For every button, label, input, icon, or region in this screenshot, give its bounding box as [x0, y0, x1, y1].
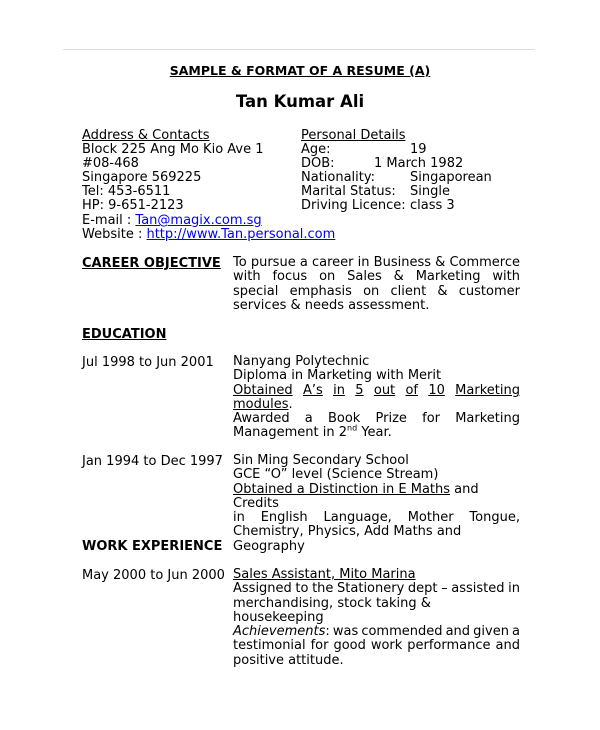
- top-divider: [63, 49, 535, 50]
- institution-name: Sin Ming Secondary School: [233, 453, 409, 468]
- institution-name: Nanyang Polytechnic: [233, 354, 370, 369]
- licence-label: Driving Licence:: [301, 198, 406, 213]
- marital-label: Marital Status:: [301, 184, 396, 199]
- contacts-heading: Address & Contacts: [82, 128, 210, 143]
- email-label: E-mail :: [82, 213, 136, 228]
- address-line-2: #08-468: [82, 156, 139, 171]
- education-entry-1: [233, 355, 520, 441]
- education-heading: EDUCATION: [82, 327, 167, 342]
- subjects-line: in English Language, Mother Tongue,: [233, 510, 520, 526]
- nationality-value: Singaporean: [410, 170, 492, 185]
- subjects-line-end: Chemistry, Physics, Add Maths and Geography: [233, 524, 462, 554]
- highlight-line-end: modules.: [233, 396, 293, 412]
- qualification: Diploma in Marketing with Merit: [233, 368, 442, 384]
- job-role: Sales Assistant, Mito Marina: [233, 567, 416, 582]
- work-entry-1: [233, 568, 520, 625]
- dob-label: DOB:: [301, 156, 335, 171]
- duty-line: Assigned to the Stationery dept – assisted in: [233, 581, 520, 597]
- candidate-name: Tan Kumar Ali: [235, 92, 365, 111]
- work-experience-heading: WORK EXPERIENCE: [82, 539, 223, 554]
- age-value: 19: [410, 142, 427, 157]
- award-line: Awarded a Book Prize for Marketing: [233, 411, 520, 427]
- achievements-line-end: positive attitude.: [233, 652, 344, 668]
- achievements-line-2: testimonial for good work performance and: [233, 638, 520, 654]
- education-entry-2: [233, 454, 520, 554]
- award-line-end: Management in 2nd Year.: [233, 424, 392, 441]
- telephone: Tel: 453-6511: [82, 184, 171, 199]
- age-label: Age:: [301, 142, 331, 157]
- highlight-line: Obtained A’s in 5 out of 10 Marketing: [233, 382, 520, 398]
- achievements-line-1: Achievements: was commended and given a: [233, 624, 520, 639]
- document-heading: SAMPLE & FORMAT OF A RESUME (A): [169, 63, 431, 78]
- personal-heading: Personal Details: [301, 128, 406, 143]
- email-link[interactable]: Tan@magix.com.sg: [135, 213, 262, 228]
- nationality-label: Nationality:: [301, 170, 376, 185]
- career-objective-text: To pursue a career in Business & Commerce with focus on Sales & Marketing with special emphasis on client & customer services & needs assessment.: [233, 255, 520, 313]
- distinction-line: Obtained a Distinction in E Maths and Credits: [233, 481, 479, 511]
- duty-line-end: merchandising, stock taking & housekeeping: [233, 595, 431, 625]
- dob-value: 1 March 1982: [374, 156, 464, 171]
- qualification: GCE “O” level (Science Stream): [233, 467, 439, 483]
- education-period-2: Jan 1994 to Dec 1997: [82, 454, 223, 469]
- licence-value: class 3: [410, 198, 455, 213]
- education-period-1: Jul 1998 to Jun 2001: [82, 355, 214, 370]
- address-line-3: Singapore 569225: [82, 170, 202, 185]
- website-label: Website :: [82, 227, 147, 242]
- handphone: HP: 9-651-2123: [82, 198, 184, 213]
- website-link[interactable]: http://www.Tan.personal.com: [146, 227, 336, 242]
- achievements-block: [233, 625, 520, 668]
- achievements-label: Achievements: [233, 624, 326, 639]
- website-row: [82, 228, 335, 242]
- marital-value: Single: [410, 184, 450, 199]
- email-row: [82, 214, 262, 228]
- work-period-1: May 2000 to Jun 2000: [82, 568, 225, 583]
- address-line-1: Block 225 Ang Mo Kio Ave 1: [82, 142, 264, 157]
- career-objective-heading: CAREER OBJECTIVE: [82, 256, 221, 271]
